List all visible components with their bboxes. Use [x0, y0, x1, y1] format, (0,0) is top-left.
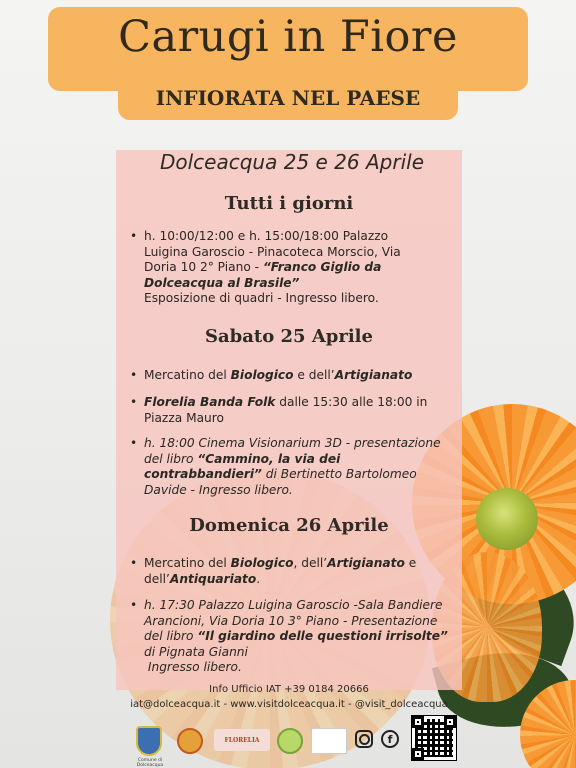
list-item: • Florelia Banda Folk dalle 15:30 alle 18:00 in Piazza Mauro — [130, 395, 428, 425]
event-subtitle: INFIORATA NEL PAESE — [155, 86, 421, 110]
association-logo — [311, 728, 347, 754]
contact-line[interactable]: iat@dolceacqua.it - www.visitdolceacqua.it - @visit_dolceacqua — [130, 699, 448, 710]
facebook-icon[interactable]: f — [381, 730, 399, 748]
qr-code[interactable] — [412, 716, 456, 760]
section-title-sunday: Domenica 26 Aprile — [189, 515, 389, 536]
list-item: • Mercatino del Biologico, dell’Artigianato e dell’Antiquariato. — [130, 556, 417, 586]
instagram-icon[interactable] — [355, 730, 373, 748]
info-office: Info Ufficio IAT +39 0184 20666 — [209, 684, 369, 695]
bullet-icon: • — [130, 556, 138, 570]
sponsor-logo-green — [277, 728, 303, 754]
section-title-saturday: Sabato 25 Aprile — [205, 326, 373, 347]
bullet-icon: • — [130, 229, 138, 243]
list-item: • h. 18:00 Cinema Visionarium 3D - presentazione del libro “Cammino, la via dei contrabbandieri” di Bertinetto Bartolomeo Davide - Ingresso libero. — [130, 436, 441, 497]
list-item: • h. 17:30 Palazzo Luigina Garoscio -Sala Bandiere Arancioni, Via Doria 10 3° Piano - Presentazione del libro “Il giardino delle questioni irrisolte” di Pignata Gianni Ingresso libero. — [130, 598, 448, 674]
date-line: Dolceacqua 25 e 26 Aprile — [159, 150, 425, 174]
town-crest-logo — [136, 726, 162, 756]
florelia-logo: FLORELIA — [214, 729, 270, 751]
bullet-icon: • — [130, 598, 138, 612]
bullet-icon: • — [130, 368, 138, 382]
sponsor-logo-round — [177, 728, 203, 754]
list-item: • h. 10:00/12:00 e h. 15:00/18:00 Palazzo Luigina Garoscio - Pinacoteca Morscio, Via Doria 10 2° Piano - “Franco Giglio da Dolceacqua al Brasile” Esposizione di quadri - Ingresso libero. — [130, 229, 401, 305]
bullet-icon: • — [130, 436, 138, 450]
section-title-all-days: Tutti i giorni — [224, 193, 354, 214]
bullet-icon: • — [130, 395, 138, 409]
event-title: Carugi in Fiore — [118, 12, 458, 62]
town-crest-caption: Comune di Dolceacqua — [136, 758, 164, 768]
list-item: • Mercatino del Biologico e dell’Artigianato — [130, 368, 413, 382]
